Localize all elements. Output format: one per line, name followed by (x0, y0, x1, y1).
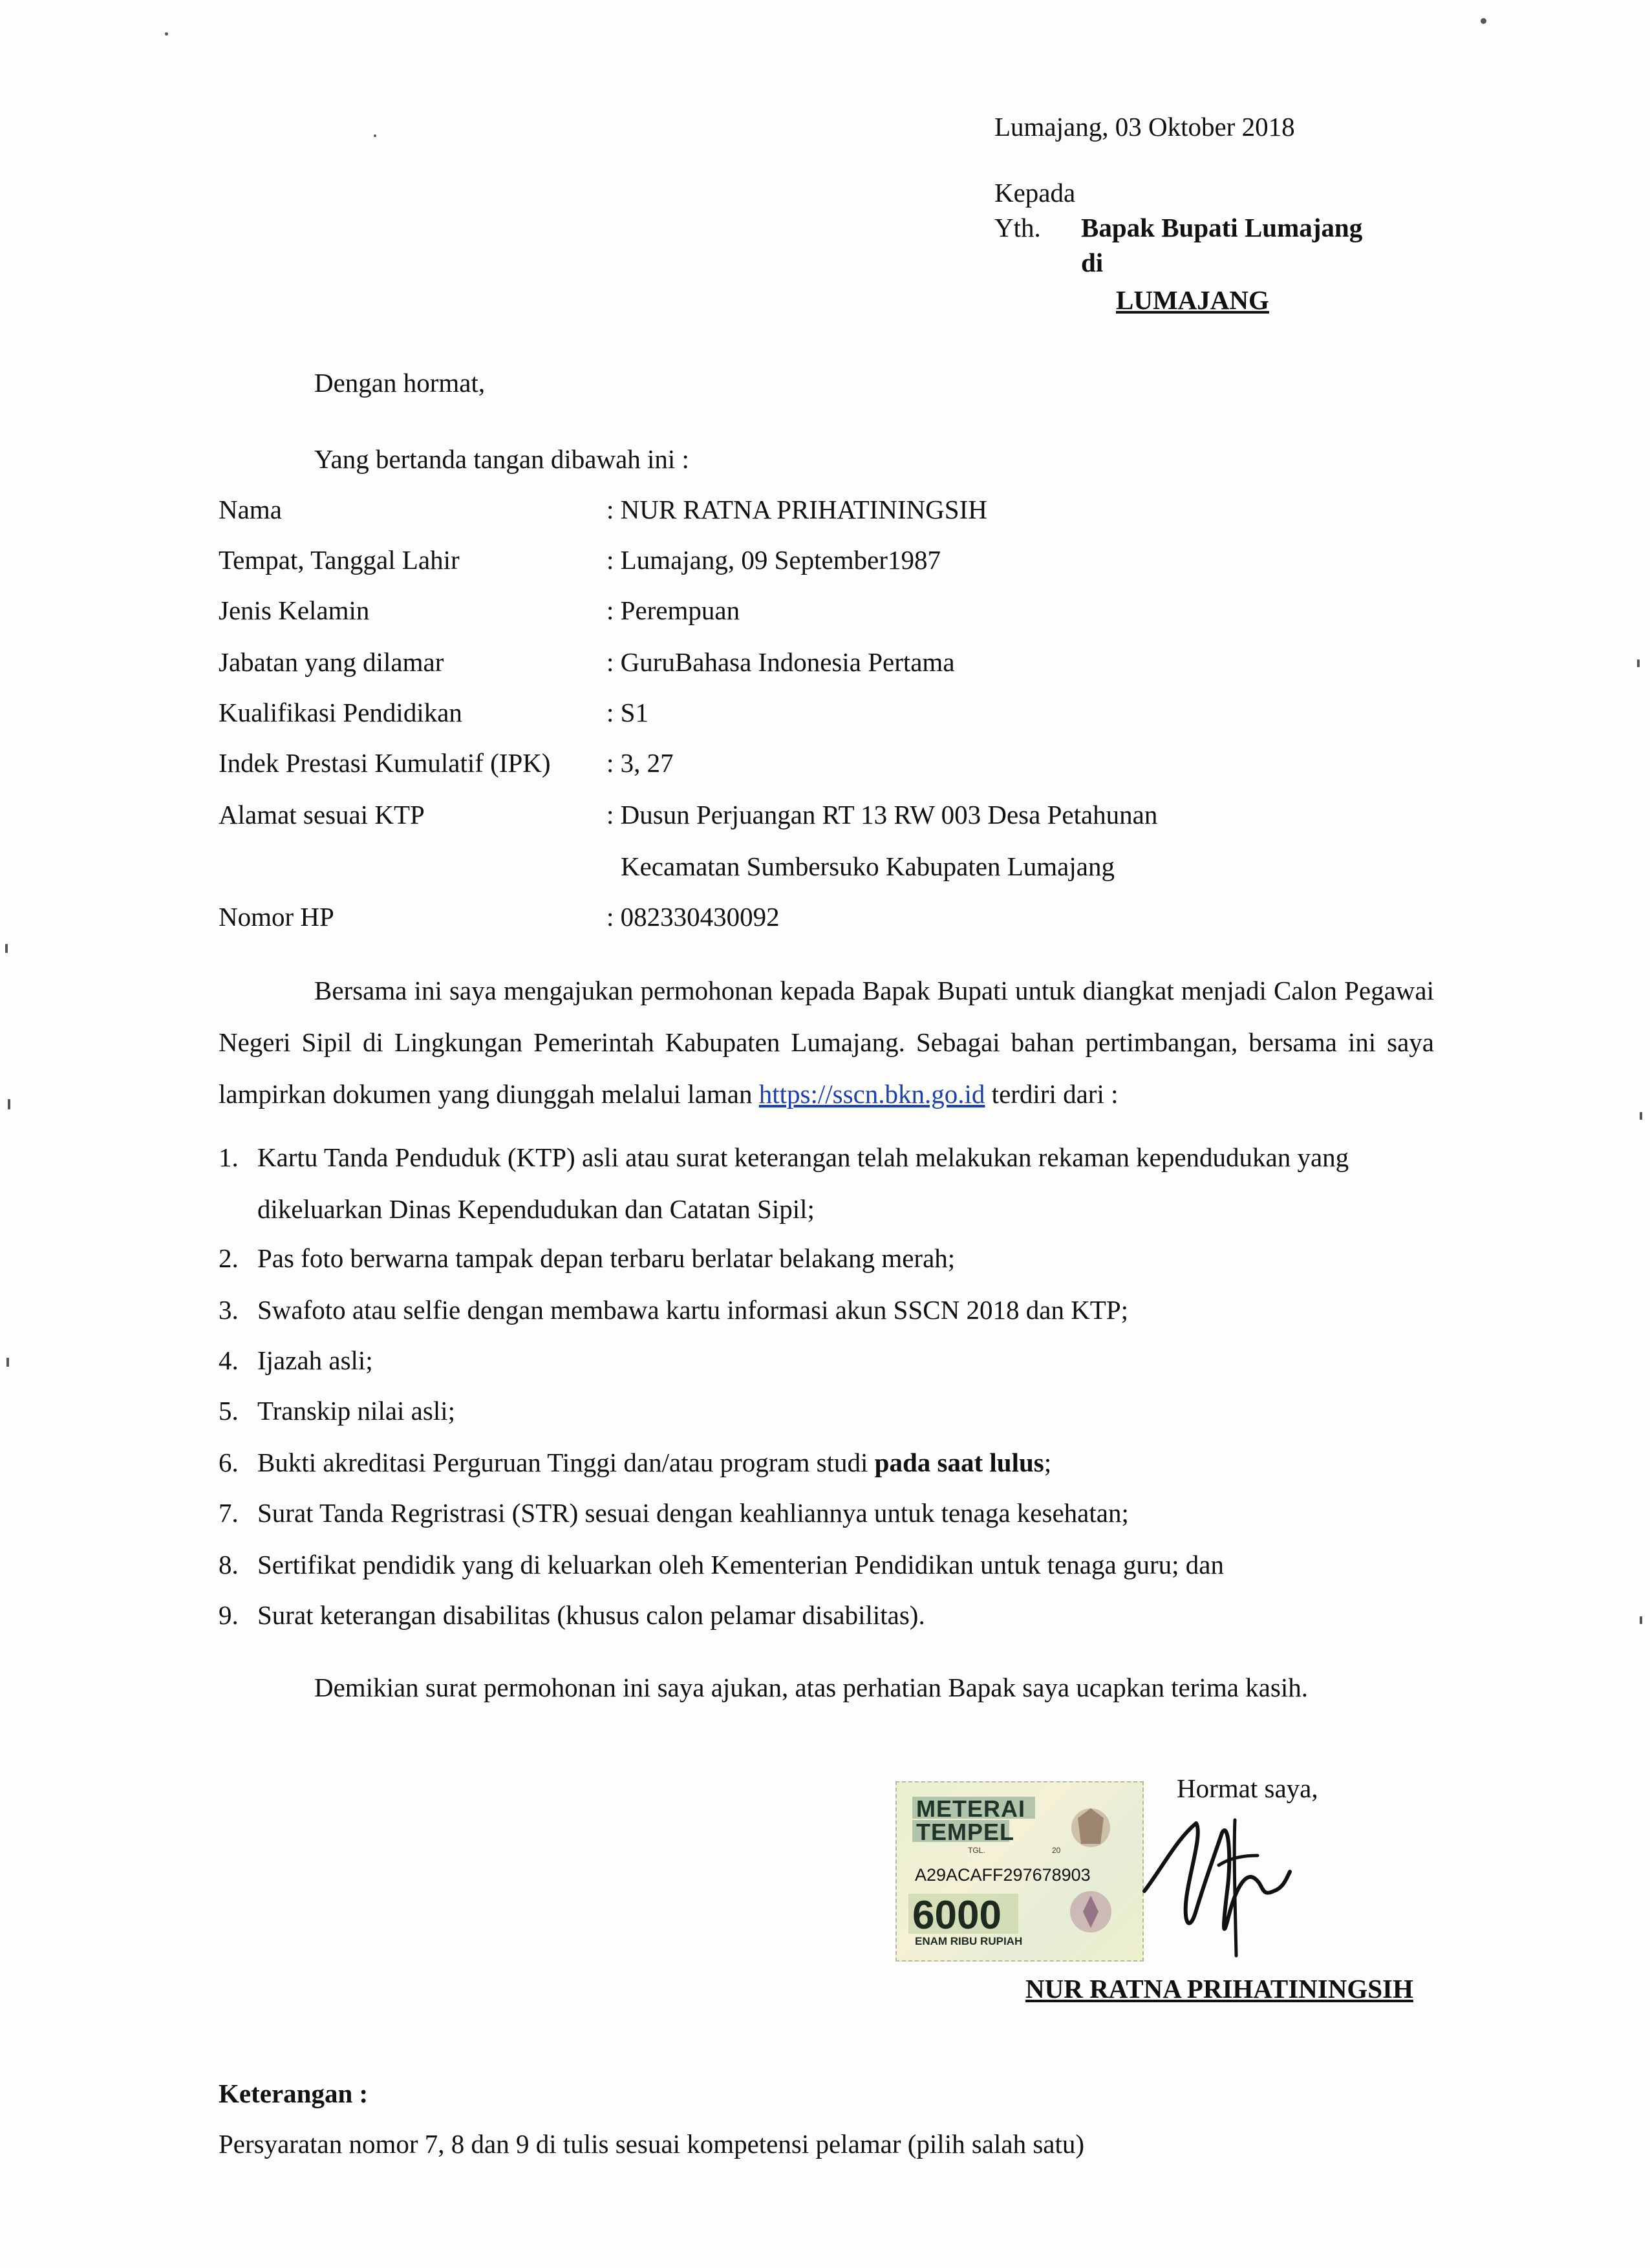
list-number: 3. (219, 1295, 239, 1325)
recipient-di: di (1081, 248, 1104, 277)
stamp-amount: 6000 (912, 1893, 1002, 1938)
list-number: 7. (219, 1498, 239, 1528)
list-text: Sertifikat pendidik yang di keluarkan oleh Kementerian Pendidikan untuk tenaga guru; dan (257, 1550, 1224, 1579)
list-number: 2. (219, 1243, 239, 1273)
note-text: Persyaratan nomor 7, 8 dan 9 di tulis sesuai kompetensi pelamar (pilih salah satu) (219, 2129, 1085, 2159)
field-label: Jenis Kelamin (219, 595, 370, 625)
list-text: Surat keterangan disabilitas (khusus calon pelamar disabilitas). (257, 1600, 925, 1630)
stamp-line2: TEMPEL (916, 1819, 1015, 1845)
body-text-end: terdiri dari : (991, 1079, 1119, 1109)
field-value: : NUR RATNA PRIHATININGSIH (606, 495, 987, 524)
scan-speck (1640, 1112, 1642, 1120)
body-text: Bersama ini saya mengajukan permohonan kepada Bapak Bupati untuk diangkat menjadi Calon Pegawai Negeri Sipil di Lingkungan Pemerintah Kabupaten Lumajang. Sebagai bahan pertimbangan, bersama ini saya lampirkan dokumen yang diunggah melalui laman (219, 976, 1434, 1109)
field-value: : 3, 27 (606, 748, 674, 778)
list-text (257, 1446, 1051, 1479)
scan-speck (1640, 1616, 1642, 1624)
note-title: Keterangan : (219, 2079, 369, 2108)
scan-speck (5, 944, 8, 953)
field-value-continued: Kecamatan Sumbersuko Kabupaten Lumajang (621, 851, 1115, 881)
list-text: Surat Tanda Regristrasi (STR) sesuai dengan keahliannya untuk tenaga kesehatan; (257, 1498, 1129, 1528)
body-paragraph (219, 965, 1434, 1120)
field-label: Indek Prestasi Kumulatif (IPK) (219, 748, 551, 778)
salutation: Dengan hormat, (314, 368, 486, 398)
field-label: Nama (219, 495, 282, 524)
signatory-name: NUR RATNA PRIHATININGSIH (1025, 1974, 1413, 2004)
field-label: Tempat, Tanggal Lahir (219, 545, 460, 575)
kepada-label: Kepada (994, 178, 1076, 208)
field-value: : S1 (606, 698, 648, 727)
field-label: Jabatan yang dilamar (219, 647, 444, 677)
field-value: : GuruBahasa Indonesia Pertama (606, 647, 955, 677)
yth-label: Yth. (994, 213, 1041, 242)
field-value: : Dusun Perjuangan RT 13 RW 003 Desa Petahunan (606, 800, 1158, 829)
scan-speck (1481, 18, 1486, 24)
list-number: 8. (219, 1550, 239, 1579)
letter-date: Lumajang, 03 Oktober 2018 (994, 112, 1295, 142)
list-text: Pas foto berwarna tampak depan terbaru berlatar belakang merah; (257, 1243, 956, 1273)
scan-speck (8, 1099, 10, 1109)
handwritten-signature (1119, 1794, 1312, 1969)
scan-speck (1637, 659, 1640, 667)
list-text: Ijazah asli; (257, 1345, 373, 1375)
intro-line: Yang bertanda tangan dibawah ini : (314, 444, 689, 474)
signature-greeting: Hormat saya, (1177, 1773, 1318, 1803)
list-text-after: ; (1044, 1448, 1052, 1477)
recipient-city: LUMAJANG (1116, 285, 1269, 315)
list-number: 1. (219, 1142, 239, 1172)
stamp-serial: A29ACAFF297678903 (915, 1865, 1091, 1885)
list-number: 9. (219, 1600, 239, 1630)
scan-speck (165, 32, 168, 36)
meterai-stamp (895, 1781, 1144, 1962)
list-number: 4. (219, 1345, 239, 1375)
list-text: Swafoto atau selfie dengan membawa kartu informasi akun SSCN 2018 dan KTP; (257, 1295, 1129, 1325)
field-label: Nomor HP (219, 902, 334, 932)
scan-speck (6, 1358, 9, 1367)
stamp-line1: METERAI (916, 1795, 1025, 1822)
stamp-year: 20 (1052, 1846, 1061, 1855)
field-value: : Perempuan (606, 595, 740, 625)
closing-sentence: Demikian surat permohonan ini saya ajukan, atas perhatian Bapak saya ucapkan terima kasih. (314, 1673, 1308, 1702)
list-number: 5. (219, 1396, 239, 1426)
list-text-main: Bukti akreditasi Perguruan Tinggi dan/atau program studi (257, 1448, 868, 1477)
scan-speck (374, 134, 376, 137)
list-text: Kartu Tanda Penduduk (KTP) asli atau surat keterangan telah melakukan rekaman kependudukan yang (257, 1142, 1349, 1172)
list-number: 6. (219, 1448, 239, 1477)
sscn-link[interactable]: https://sscn.bkn.go.id (758, 1079, 985, 1109)
field-label: Kualifikasi Pendidikan (219, 698, 462, 727)
stamp-tgl: TGL. (968, 1846, 985, 1855)
list-text: Transkip nilai asli; (257, 1396, 455, 1426)
recipient-name: Bapak Bupati Lumajang (1081, 213, 1363, 242)
field-label: Alamat sesuai KTP (219, 800, 425, 829)
list-text-bold: pada saat lulus (874, 1448, 1044, 1477)
stamp-words: ENAM RIBU RUPIAH (915, 1935, 1023, 1947)
field-value: : 082330430092 (606, 902, 780, 932)
field-value: : Lumajang, 09 September1987 (606, 545, 941, 575)
list-text-continued: dikeluarkan Dinas Kependudukan dan Catatan Sipil; (257, 1194, 815, 1224)
